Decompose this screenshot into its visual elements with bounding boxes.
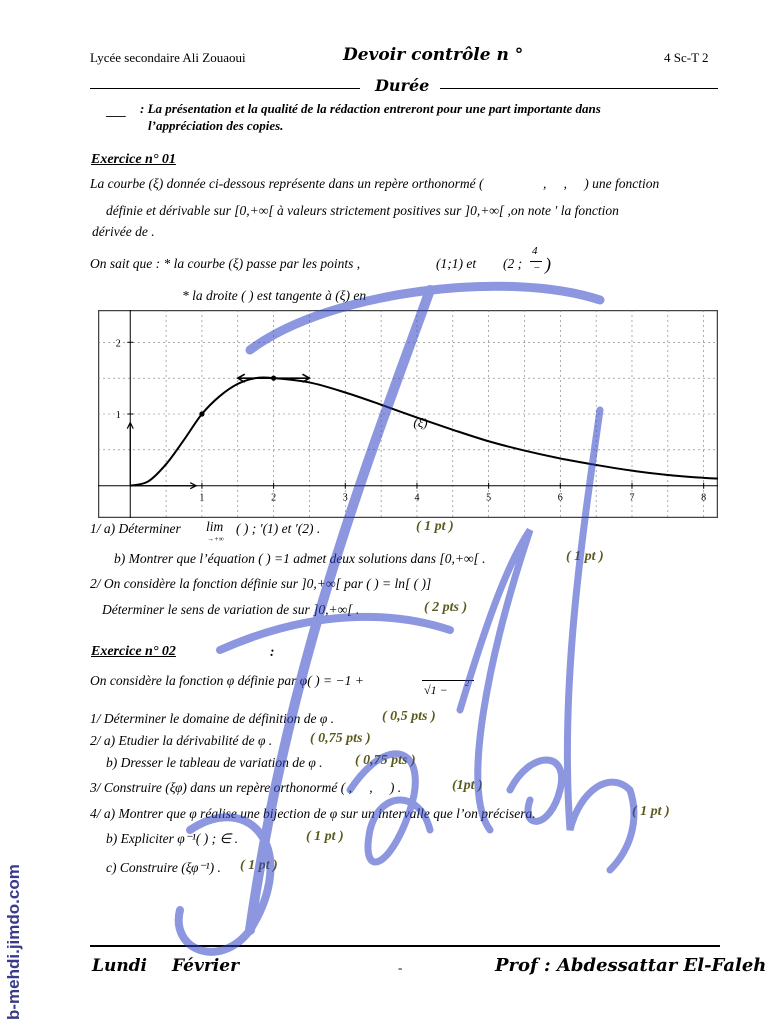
footer-month: Février [172,956,240,976]
ex1-line-2: définie et dérivable sur [0,+∞[ à valeurs strictement positives sur ]0,+∞[ ,on note ′ la fonction [106,203,619,218]
q1a-lim-sub: →+∞ [207,535,224,543]
x-tick-label: 6 [557,492,563,504]
q1a-lim: lim [206,519,224,534]
ex2-q3-points: (1pt ) [452,778,483,793]
curve-point [271,376,276,381]
function-graph [98,310,718,518]
footer-prof: Prof : Abdessattar El-Faleh [495,955,767,976]
side-website-text: b-mehdi.jimdo.com [4,864,23,1020]
exercise-2-title: Exercice n° 02 [91,644,176,659]
note-line-1: : La présentation et la qualité de la rédaction entreront pour une part importante dans [140,101,601,116]
x-tick-label: 3 [342,492,348,504]
y-tick-label: 1 [115,410,121,421]
curve-label: (ξ) [413,414,428,430]
note-mark: ___ [107,103,127,118]
footer-dash: - [398,960,403,975]
school-name: Lycée secondaire Ali Zouaoui [90,50,246,65]
ex2-q4a: 4/ a) Montrer que φ réalise une bijection de φ sur un intervalle que l’on précisera. [90,806,536,821]
ex1-line-3: dérivée de . [92,224,155,239]
ex2-q2a: 2/ a) Etudier la dérivabilité de φ . [90,733,273,748]
x-tick-label: 4 [414,492,420,504]
q2b-text: Déterminer le sens de variation de sur ]0,+∞[ . [102,602,360,617]
ex2-definition: On considère la fonction φ définie par φ( ) = −1 + [90,673,364,688]
ex1-line-5: * la droite ( ) est tangente à (ξ) en [182,288,367,303]
ex1-frac-num: 4 [532,245,538,257]
ex1-line-4a: On sait que : * la courbe (ξ) passe par les points , [90,256,361,271]
ex1-frac-close: ) [545,254,551,274]
ex2-q4b-points: ( 1 pt ) [306,829,344,844]
ex2-q1: 1/ Déterminer le domaine de définition de φ . [90,711,335,726]
y-tick-label: 2 [115,338,121,350]
ex2-q2a-points: ( 0,75 pts ) [310,731,371,746]
header-line-left [90,88,360,89]
exercise-1-title: Exercice n° 01 [91,152,176,167]
q2b-points: ( 2 pts ) [424,600,468,615]
ex2-q4c: c) Construire (ξφ⁻¹) . [106,860,221,875]
footer-day: Lundi [92,956,148,976]
class-label: 4 Sc-T 2 [664,50,709,65]
ex1-frac-den: − [533,262,541,274]
x-tick-label: 7 [629,492,635,504]
q1b-points: ( 1 pt ) [566,549,604,564]
duration-label: Durée [375,76,430,95]
footer-line [90,945,720,947]
q1a-text: 1/ a) Déterminer [90,521,181,536]
ex2-sqrt: √1 − [424,683,448,697]
ex2-q2b-points: ( 0,75 pts ) [355,753,416,768]
note-line-2: l’appréciation des copies. [148,118,284,133]
ex2-q1-points: ( 0,5 pts ) [382,709,436,724]
q1a-text-2: ( ) ; ′(1) et ′(2) . [236,521,321,536]
x-tick-label: 8 [701,492,707,504]
header-line-right [440,88,718,89]
q2-text: 2/ On considère la fonction définie sur ]0,+∞[ par ( ) = ln[ ( )] [90,576,432,591]
ex1-line-4b: (1;1) et [436,256,477,271]
exercise-2-colon: : [270,644,275,659]
x-tick-label: 2 [271,492,277,504]
ex2-q3: 3/ Construire (ξφ) dans un repère orthonormé ( , ⃗ , ⃗ ) . [90,780,402,795]
x-tick-label: 1 [199,492,205,504]
exam-title: Devoir contrôle n ° [343,45,524,65]
curve-point [199,411,204,416]
ex2-q4b: b) Expliciter φ⁻¹( ) ; ∈ . [106,831,238,846]
ex1-line-4c: (2 ; [503,256,523,271]
ex2-q2b: b) Dresser le tableau de variation de φ . [106,755,323,770]
ex1-line-1b: , ⃗ , ⃗ ) une fonction [543,176,660,191]
ex2-sqrt-exp: 2 [465,679,469,688]
q1a-points: ( 1 pt ) [416,519,454,534]
q1b-text: b) Montrer que l’équation ( ) =1 admet deux solutions dans [0,+∞[ . [114,551,486,566]
ex2-q4c-points: ( 1 pt ) [240,858,278,873]
ex1-line-1a: La courbe (ξ) donnée ci-dessous représente dans un repère orthonormé ( [90,176,484,191]
ex2-q4a-points: ( 1 pt ) [632,804,670,819]
x-tick-label: 5 [486,492,492,504]
